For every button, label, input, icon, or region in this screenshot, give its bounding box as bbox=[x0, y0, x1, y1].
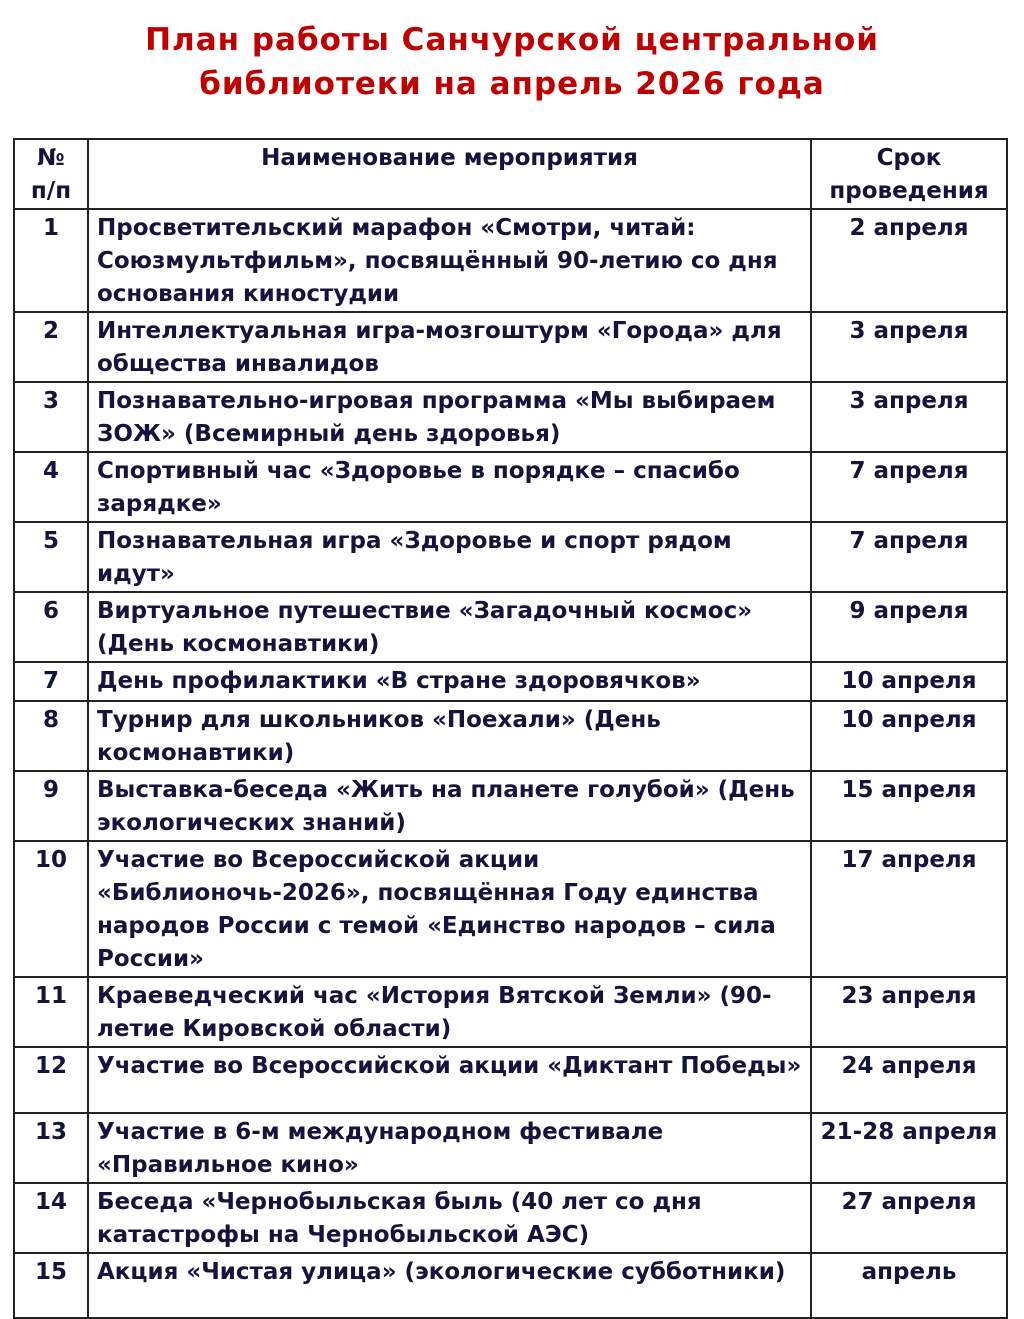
table-row bbox=[14, 771, 1007, 841]
event-name: Выставка-беседа «Жить на планете голубой» (День экологических знаний) bbox=[88, 771, 811, 841]
event-name: Краеведческий час «История Вятской Земли» (90-летие Кировской области) bbox=[88, 977, 811, 1047]
event-name: Беседа «Чернобыльская быль (40 лет со дня катастрофы на Чернобыльской АЭС) bbox=[88, 1183, 811, 1253]
event-name: Виртуальное путешествие «Загадочный космос» (День космонавтики) bbox=[88, 592, 811, 662]
header-number bbox=[14, 139, 88, 209]
event-date: 27 апреля bbox=[811, 1183, 1007, 1253]
event-date: 15 апреля bbox=[811, 771, 1007, 841]
row-number: 1 bbox=[14, 209, 88, 312]
events-table bbox=[13, 138, 1008, 1319]
table-row bbox=[14, 1047, 1007, 1113]
table-row bbox=[14, 1253, 1007, 1318]
event-name: День профилактики «В стране здоровячков» bbox=[88, 662, 811, 701]
event-date: 7 апреля bbox=[811, 522, 1007, 592]
document-title bbox=[0, 18, 1024, 106]
table-row bbox=[14, 701, 1007, 771]
row-number: 15 bbox=[14, 1253, 88, 1318]
event-name: Спортивный час «Здоровье в порядке – спасибо зарядке» bbox=[88, 452, 811, 522]
table-row bbox=[14, 382, 1007, 452]
row-number: 2 bbox=[14, 312, 88, 382]
row-number: 5 bbox=[14, 522, 88, 592]
event-date: 24 апреля bbox=[811, 1047, 1007, 1113]
table-row bbox=[14, 312, 1007, 382]
header-number-line-1: № bbox=[37, 145, 65, 171]
event-date: 17 апреля bbox=[811, 841, 1007, 977]
event-date: 2 апреля bbox=[811, 209, 1007, 312]
event-name: Познавательная игра «Здоровье и спорт рядом идут» bbox=[88, 522, 811, 592]
table-row bbox=[14, 841, 1007, 977]
event-date: 3 апреля bbox=[811, 382, 1007, 452]
event-date: 3 апреля bbox=[811, 312, 1007, 382]
title-line-2: библиотеки на апрель 2026 года bbox=[199, 66, 825, 102]
row-number: 9 bbox=[14, 771, 88, 841]
header-date-line-1: Срок bbox=[876, 145, 942, 171]
row-number: 11 bbox=[14, 977, 88, 1047]
table-row bbox=[14, 977, 1007, 1047]
table-row bbox=[14, 1113, 1007, 1183]
header-number-line-2: п/п bbox=[30, 178, 72, 204]
table-row bbox=[14, 452, 1007, 522]
table-row bbox=[14, 662, 1007, 701]
event-name: Участие во Всероссийской акции «Библионочь-2026», посвящённая Году единства народов России с темой «Единство народов – сила России» bbox=[88, 841, 811, 977]
table-row bbox=[14, 209, 1007, 312]
event-date: 7 апреля bbox=[811, 452, 1007, 522]
header-date-line-2: проведения bbox=[829, 178, 989, 204]
row-number: 12 bbox=[14, 1047, 88, 1113]
event-name: Интеллектуальная игра-мозгоштурм «Города» для общества инвалидов bbox=[88, 312, 811, 382]
table-header-row bbox=[14, 139, 1007, 209]
header-date bbox=[811, 139, 1007, 209]
row-number: 3 bbox=[14, 382, 88, 452]
event-name: Турнир для школьников «Поехали» (День космонавтики) bbox=[88, 701, 811, 771]
row-number: 8 bbox=[14, 701, 88, 771]
table-row bbox=[14, 592, 1007, 662]
event-date: 23 апреля bbox=[811, 977, 1007, 1047]
row-number: 6 bbox=[14, 592, 88, 662]
event-date: 10 апреля bbox=[811, 662, 1007, 701]
title-line-1: План работы Санчурской центральной bbox=[145, 22, 879, 58]
row-number: 14 bbox=[14, 1183, 88, 1253]
row-number: 13 bbox=[14, 1113, 88, 1183]
event-name: Просветительский марафон «Смотри, читай: Союзмультфильм», посвящённый 90-летию со дня основания киностудии bbox=[88, 209, 811, 312]
table-row bbox=[14, 522, 1007, 592]
header-name: Наименование мероприятия bbox=[88, 139, 811, 209]
row-number: 4 bbox=[14, 452, 88, 522]
event-date: 9 апреля bbox=[811, 592, 1007, 662]
table-row bbox=[14, 1183, 1007, 1253]
event-name: Участие во Всероссийской акции «Диктант Победы» bbox=[88, 1047, 811, 1113]
event-name: Познавательно-игровая программа «Мы выбираем ЗОЖ» (Всемирный день здоровья) bbox=[88, 382, 811, 452]
event-date: апрель bbox=[811, 1253, 1007, 1318]
row-number: 10 bbox=[14, 841, 88, 977]
event-date: 21-28 апреля bbox=[811, 1113, 1007, 1183]
event-date: 10 апреля bbox=[811, 701, 1007, 771]
row-number: 7 bbox=[14, 662, 88, 701]
event-name: Акция «Чистая улица» (экологические субботники) bbox=[88, 1253, 811, 1318]
event-name: Участие в 6-м международном фестивале «Правильное кино» bbox=[88, 1113, 811, 1183]
